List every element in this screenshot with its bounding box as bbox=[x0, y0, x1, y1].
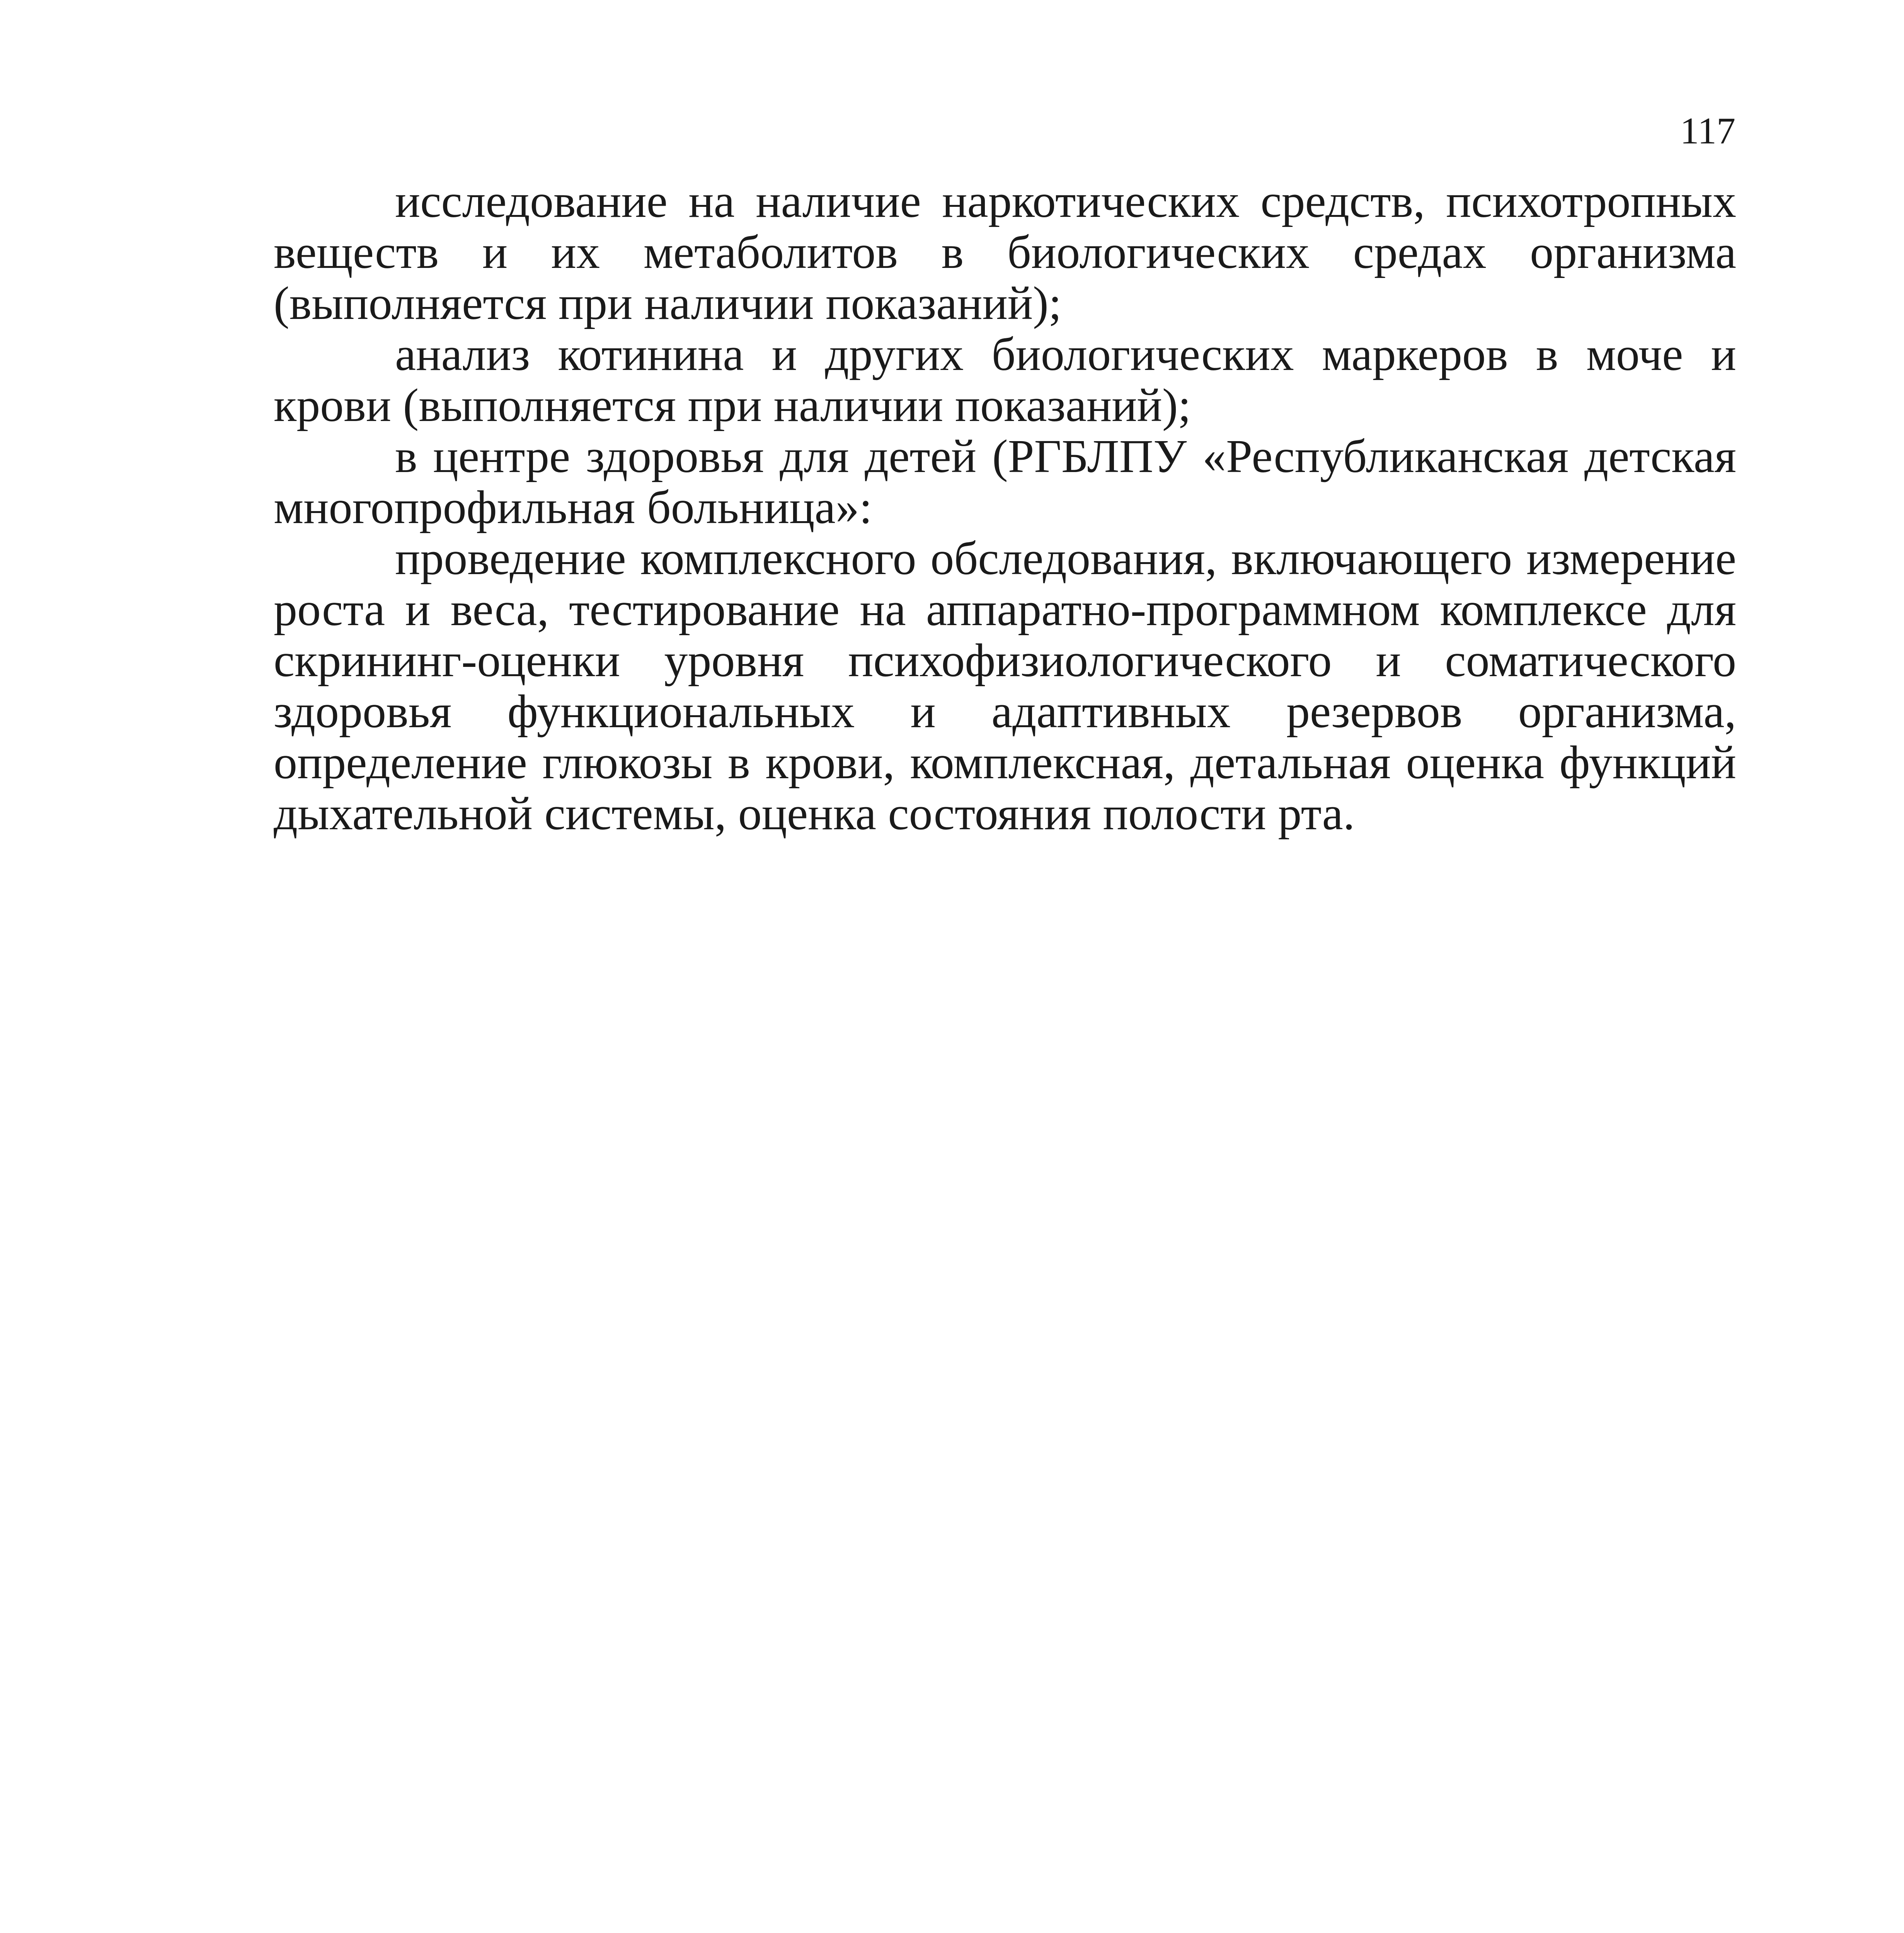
paragraph-drug-testing: исследование на наличие наркотических средств, психотропных веществ и их метаболитов в биологических средах организма (выполняется при наличии показаний); bbox=[274, 175, 1736, 329]
paragraph-comprehensive-exam: проведение комплексного обследования, включающего измерение роста и веса, тестирование на аппаратно-программном комплексе для скрининг-оценки уровня психофизиологического и соматического здоровья функциональных и адаптивных резервов организма, определение глюкозы в крови, комплексная, детальная оценка функций дыхательной системы, оценка состояния полости рта. bbox=[274, 532, 1736, 840]
paragraph-health-center: в центре здоровья для детей (РГБЛПУ «Республиканская детская многопрофильная больница»: bbox=[274, 430, 1736, 534]
page-number: 117 bbox=[1680, 110, 1735, 152]
paragraph-cotinine-analysis: анализ котинина и других биологических маркеров в моче и крови (выполняется при наличии показаний); bbox=[274, 328, 1736, 431]
body-text bbox=[274, 176, 1736, 839]
